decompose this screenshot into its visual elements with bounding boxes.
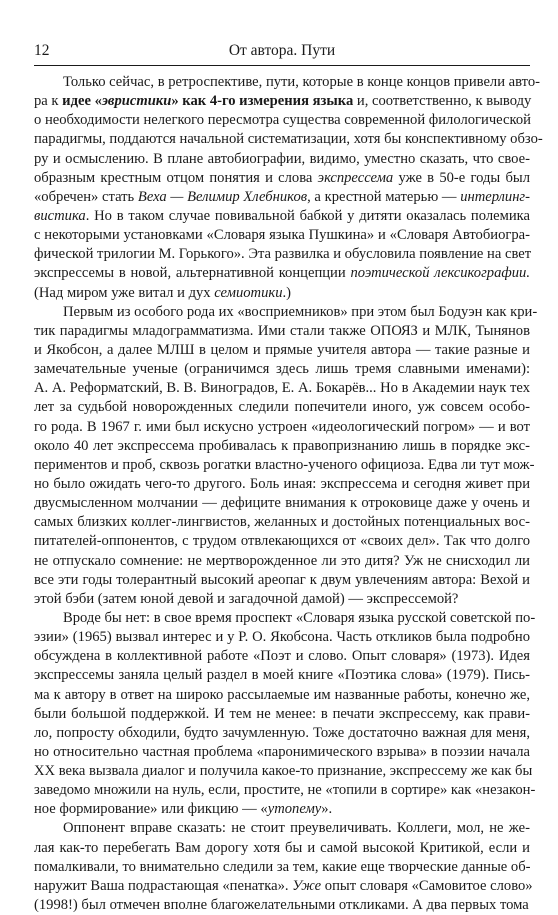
- text-run: (1998!) был отмечен вполне благожелательными откликами. А два первых тома: [34, 897, 529, 914]
- paragraph: [34, 303, 538, 609]
- text-line: [34, 839, 530, 858]
- text-line: [34, 877, 533, 896]
- text-run: Веха — Велимир Хлебников: [137, 188, 308, 205]
- text-line: [34, 188, 530, 207]
- text-run: фической трилогии М. Горького». Эта развилка и обусловила появление на свет: [34, 246, 532, 263]
- text-line: [34, 475, 530, 494]
- text-run: были большой поддержкой. И тем не менее: в печати экспрессему, как прави-: [34, 705, 530, 722]
- text-line: [34, 379, 530, 398]
- text-line: [34, 226, 530, 245]
- text-line: [34, 207, 530, 226]
- text-run: семиотики: [214, 284, 283, 301]
- text-run: экспрессемы в новой, альтернативной концепции: [34, 265, 351, 282]
- text-line: [34, 322, 530, 341]
- text-run: помалкивали, то внимательно следили за тем, какие еще творческие данные об-: [34, 858, 531, 875]
- text-line: [34, 552, 530, 571]
- text-run: двусмысленном молчании — дефиците внимания к отроковице даже у очень и: [34, 495, 530, 512]
- text-line: [34, 360, 530, 379]
- text-run: Только сейчас, в ретроспективе, пути, которые в конце концов привели авто-: [63, 74, 541, 90]
- text-run: ное формирование» или фикцию — «: [34, 801, 268, 818]
- text-line: [34, 762, 533, 781]
- text-run: экспрессемы заняла целый раздел в моей книге «Поэтика слова» (1979). Пись-: [34, 667, 530, 684]
- text-line: [34, 418, 530, 437]
- text-line: [34, 819, 530, 838]
- text-line: [34, 800, 530, 819]
- text-line: [34, 398, 530, 417]
- text-run: Оппонент вправе сказать: не стоит преувеличивать. Коллеги, мол, не же-: [63, 820, 530, 837]
- text-run: наружит Ваша подрастающая «пенатка».: [34, 877, 293, 894]
- text-run: образным крестным отцом понятия и слова: [34, 169, 318, 186]
- text-run: , а крестной матерью —: [307, 188, 461, 205]
- text-line: [34, 896, 530, 915]
- text-line: [34, 858, 530, 877]
- text-line: [34, 647, 530, 666]
- text-run: эзии» (1965) вызвал интерес и у Р. О. Якобсона. Часть откликов была подробно: [34, 629, 530, 646]
- text-run: экспрессема: [317, 169, 394, 186]
- text-run: идее «: [62, 93, 102, 110]
- text-line: [34, 494, 530, 513]
- text-line: [34, 437, 530, 456]
- text-run: замечательные ученые (ограничимся здесь лишь тремя славными именами):: [34, 361, 530, 378]
- text-run: питателей-оппонентов, с трудом отвлекающихся от «своих дел». Так что долго: [34, 533, 530, 550]
- text-run: уже в 50-е годы был: [393, 169, 530, 186]
- text-run: го рода. В 1967 г. ими был искусно устроен «идеологический погром» — и вот: [34, 418, 530, 435]
- text-run: ло, попросту обходили, будто зачумленную. Тоже достаточно важная для меня,: [34, 724, 530, 741]
- text-run: лая как-то перебегать Вам дорогу хотя бы и самой высокой Критикой, если и: [34, 839, 530, 856]
- text-line: [34, 264, 530, 283]
- text-run: обсуждена в коллективной работе «Поэт и слово. Опыт словаря» (1973). Идея: [34, 648, 530, 665]
- page-number: 12: [34, 42, 50, 59]
- text-line: [34, 609, 536, 628]
- body-text: [34, 73, 543, 915]
- text-run: Вроде бы нет: в свое время проспект «Словаря языка русской советской по-: [63, 609, 536, 626]
- text-line: [34, 513, 530, 532]
- text-run: . Но в таком случае повивальной бабкой у дитяти оказалась полемика: [85, 207, 530, 224]
- text-run: этой бэби (затем юной девой и загадочной дамой) — экспрессемой?: [34, 590, 459, 607]
- text-line: [34, 245, 530, 264]
- text-run: утопему: [267, 801, 322, 818]
- text-line: [34, 705, 530, 724]
- paragraph: [34, 73, 543, 303]
- text-line: [34, 456, 535, 475]
- text-run: ».: [321, 801, 333, 818]
- text-run: XX века вызвала диалог и получила какое-то признание, экспрессему же как бы: [34, 763, 533, 780]
- text-line: [34, 284, 530, 303]
- text-run: лет за судьбой новорожденных следили попечители иного, уж совсем особо-: [34, 399, 530, 416]
- text-line: [34, 628, 530, 647]
- text-run: ра к: [34, 93, 63, 110]
- text-run: периментов и проб, сквозь рогатки властно-ученого официоза. Едва ли тут мож-: [34, 456, 535, 473]
- text-line: [34, 92, 530, 111]
- text-run: А. А. Реформатский, В. В. Виноградов, Е. А. Бокарёв... Но в Академии наук тех: [34, 380, 530, 397]
- text-run: все эти годы толерантный высокий ареопаг к двум увлечениям автора: Вехой и: [34, 571, 530, 588]
- text-run: не отпускало сомнение: не мертворожденное ли это дитя? Уж не снисходил ли: [34, 552, 530, 569]
- text-line: [34, 303, 538, 322]
- text-line: [34, 781, 536, 800]
- text-line: [34, 686, 530, 705]
- running-title: От автора. Пути: [228, 42, 336, 59]
- text-run: (Над миром уже витал и дух: [34, 284, 215, 301]
- text-line: [34, 130, 543, 149]
- text-run: .): [282, 284, 292, 301]
- text-run: и Якобсон, а далее МЛШ в целом и прямые учителя автора — такие разные и: [34, 341, 530, 358]
- text-line: [34, 150, 530, 169]
- text-run: но относительно частная проблема «паронимического взрыва» в поэзии начала: [34, 743, 530, 760]
- text-line: [34, 666, 530, 685]
- text-run: ру и осмыслению. В плане автобиографии, видимо, уместно сказать, что свое-: [34, 150, 530, 167]
- text-line: [34, 743, 530, 762]
- text-run: Первым из особого рода их «восприемников» при этом был Бодуэн как кри-: [63, 303, 538, 320]
- text-line: [34, 571, 530, 590]
- text-run: эвристики: [101, 93, 172, 110]
- text-run: парадигмы, поддаются начальной систематизации, хотя бы конспективному обзо-: [34, 131, 543, 148]
- paragraph: [34, 819, 533, 915]
- text-run: опыт словаря «Самовитое слово»: [321, 877, 533, 894]
- text-line: [34, 169, 530, 188]
- text-run: самых близких коллег-лингвистов, желанных и достойных потенциальных вос-: [34, 514, 530, 531]
- header-rule: [34, 65, 530, 66]
- text-run: » как 4-го измерения языка: [171, 93, 354, 110]
- text-run: около 40 лет экспрессема пробивалась к правопризнанию лишь в порядке экс-: [34, 437, 530, 454]
- paragraph: [34, 609, 536, 820]
- running-header: [34, 42, 530, 62]
- text-run: о необходимости нелегкого пересмотра существа современной филологической: [34, 112, 531, 129]
- text-run: заведомо множили на нуль, если, простите, не «топили в сортире» как «незакон-: [34, 782, 536, 799]
- text-line: [34, 532, 530, 551]
- text-run: тик парадигмы младограмматизма. Ими стали также ОПОЯЗ и МЛК, Тынянов: [34, 322, 530, 339]
- text-run: с некоторыми установками «Словаря языка Пушкина» и «Словаря Автобиогра-: [34, 227, 530, 244]
- text-line: [34, 111, 530, 130]
- text-line: [34, 724, 530, 743]
- text-line: [34, 341, 530, 360]
- text-run: и, соответственно, к выводу: [353, 93, 532, 110]
- text-run: интерлинг-: [460, 188, 530, 205]
- text-run: поэтической лексикографии.: [350, 265, 530, 282]
- text-line: [34, 590, 530, 609]
- text-run: ма к автору в ответ на широко рассылаемые им названные работы, конечно же,: [34, 686, 530, 703]
- text-run: вистика: [34, 207, 86, 224]
- text-run: «обречен» стать: [34, 188, 138, 205]
- text-line: [34, 73, 541, 92]
- text-run: Уже: [292, 877, 322, 894]
- text-run: но было ожидать чего-то другого. Боль иная: экспрессема и сегодня живет при: [34, 475, 530, 492]
